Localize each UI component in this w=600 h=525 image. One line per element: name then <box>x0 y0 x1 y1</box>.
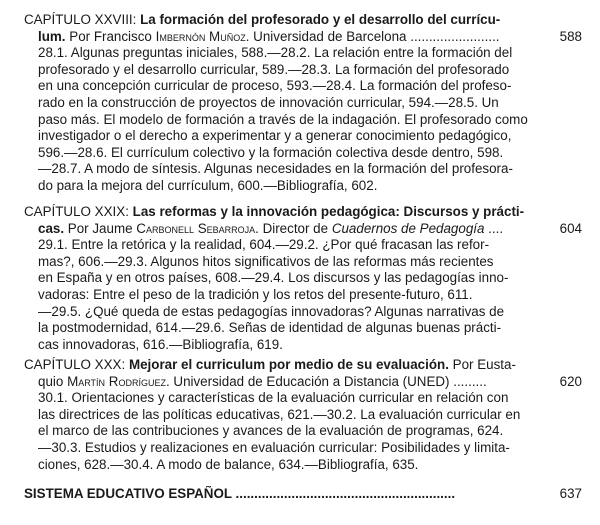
chapter-heading <box>24 357 532 374</box>
chapter-heading <box>24 204 532 221</box>
section-line: el marco de las contribuciones y avances de la evaluación de programas, 624. <box>38 423 504 439</box>
author-name: Carbonell Sebarroja <box>136 220 256 236</box>
section-line: mas?, 606.—29.3. Algunos hitos significativos de las reformas más recientes <box>38 253 494 269</box>
page-number: 604 <box>559 221 582 236</box>
section-list <box>24 237 532 353</box>
toc-entry-section-title: SISTEMA EDUCATIVO ESPAÑOL ........................................................... <box>24 486 456 501</box>
chapter-title-end: cas. <box>38 220 65 236</box>
section-line: en España y en otros países, 608.—29.4. Los discursos y las pedagogías inno- <box>38 270 509 286</box>
author-affiliation: . Universidad de Barcelona ........................ <box>245 28 500 44</box>
leader-dots: .... <box>484 220 504 236</box>
section-line: 28.1. Algunas preguntas iniciales, 588.—28.2. La relación entre la formación del <box>38 45 513 61</box>
journal-name: Cuadernos de Pedagogía <box>331 220 485 236</box>
section-line: la postmodernidad, 614.—29.6. Señas de identidad de algunas buenas prácti- <box>38 320 502 336</box>
section-line: investigador o el derecho a experimentar y a generar conocimiento pedagógico, <box>38 128 512 144</box>
toc-entry-chapter-29 <box>24 204 532 353</box>
page-number: 620 <box>559 374 582 389</box>
chapter-author-line <box>24 29 532 46</box>
chapter-author-line <box>24 221 532 238</box>
section-line: —28.7. A modo de síntesis. Algunas necesidades en la formación del profesora- <box>38 161 513 177</box>
author-prefix: quio <box>38 373 64 389</box>
section-line: do para la mejora del currículum, 600.—Bibliografía, 602. <box>38 177 378 193</box>
page-number: 588 <box>559 29 582 44</box>
section-line: en una concepción curricular de proceso, 593.—28.4. La formación del profeso- <box>38 78 512 94</box>
author-role: . Director de <box>255 220 329 236</box>
section-line: las directrices de las políticas educativas, 621.—30.2. La evaluación curricular en <box>38 406 521 422</box>
section-line: cas innovadoras, 616.—Bibliografía, 619. <box>38 336 283 352</box>
chapter-title: Mejorar el curriculum por medio de su evaluación. <box>128 357 449 372</box>
section-line: —30.3. Estudios y realizaciones en evaluación curricular: Posibilidades y limita- <box>38 439 510 455</box>
author-prefix: Por Francisco <box>69 28 152 44</box>
author-affiliation: . Universidad de Educación a Distancia (UNED) ......... <box>165 373 487 389</box>
toc-entry-chapter-28 <box>24 12 532 195</box>
author-prefix: Por Jaume <box>67 220 133 236</box>
section-list <box>24 390 532 473</box>
chapter-heading <box>24 12 532 29</box>
section-line: 29.1. Entre la retórica y la realidad, 604.—29.2. ¿Por qué fracasan las refor- <box>38 237 490 253</box>
chapter-title-end: lum. <box>38 28 66 44</box>
chapter-label: CAPÍTULO XXVIII: <box>24 12 137 27</box>
section-line: ciones, 628.—30.4. A modo de balance, 634.—Bibliografía, 635. <box>38 456 419 472</box>
toc-entry-chapter-30 <box>24 357 532 473</box>
chapter-title: La formación del profesorado y el desarrollo del currícu- <box>140 12 501 27</box>
section-line: profesorado y el desarrollo curricular, 589.—28.3. La formación del profesorado <box>38 61 510 77</box>
section-line: rado en la construcción de proyectos de innovación curricular, 594.—28.5. Un <box>38 94 499 110</box>
section-line: vadoras: Entre el peso de la tradición y los retos del presente-futuro, 611. <box>38 286 473 302</box>
chapter-title: Las reformas y la innovación pedagógica: Discursos y prácti- <box>132 204 525 219</box>
author-intro: Por Eusta- <box>452 357 516 372</box>
chapter-label: CAPÍTULO XXX: <box>24 357 126 372</box>
chapter-label: CAPÍTULO XXIX: <box>24 204 129 219</box>
section-line: —29.5. ¿Qué queda de estas pedagogías innovadoras? Algunas narrativas de <box>38 303 505 319</box>
section-list <box>24 45 532 194</box>
page-number: 637 <box>559 486 582 501</box>
section-line: paso más. El modelo de formación a través de la indagación. El profesorado como <box>38 111 528 127</box>
section-line: 30.1. Orientaciones y características de la evaluación curricular en relación con <box>38 390 509 406</box>
chapter-author-line <box>24 374 532 391</box>
author-name: Martín Rodríguez <box>67 373 166 389</box>
author-name: Imbernón Muñoz <box>155 28 246 44</box>
section-line: 596.—28.6. El currículum colectivo y la formación colectiva desde dentro, 598. <box>38 144 504 160</box>
